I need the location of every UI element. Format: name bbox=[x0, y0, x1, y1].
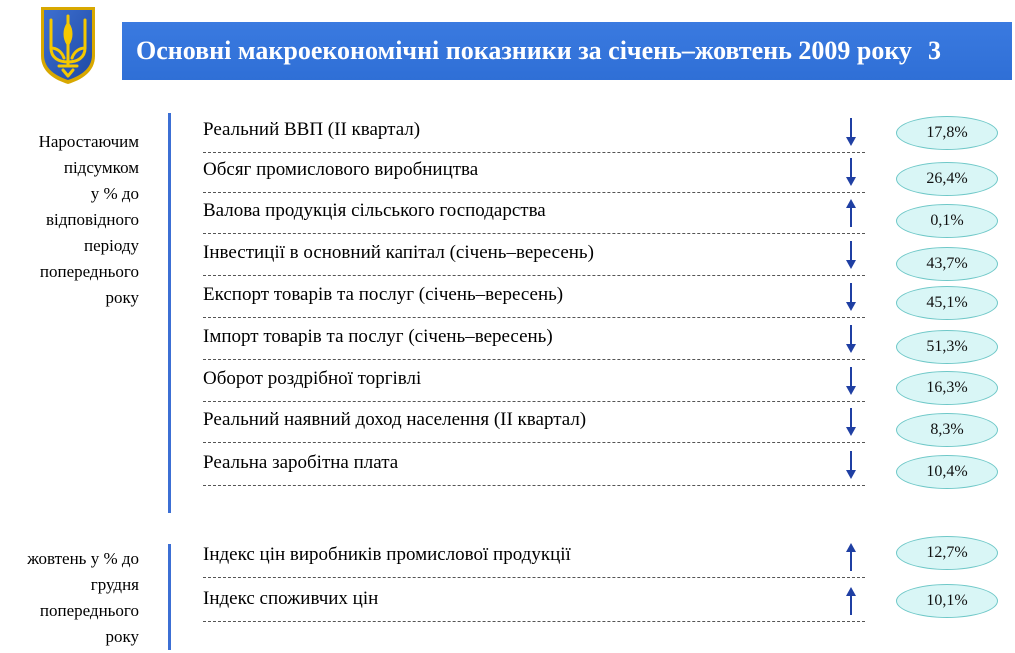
indicator-label: Обсяг промислового виробництва bbox=[203, 159, 479, 180]
indicator-row bbox=[203, 236, 865, 276]
title-banner bbox=[122, 22, 1012, 80]
value-badge: 16,3% bbox=[896, 371, 998, 405]
indicator-row bbox=[203, 153, 865, 193]
group-caption-october bbox=[27, 546, 139, 650]
indicator-label: Оборот роздрібної торгівлі bbox=[203, 368, 422, 389]
indicator-row bbox=[203, 538, 865, 578]
caption-line: попереднього bbox=[39, 262, 139, 281]
indicator-label: Інвестиції в основний капітал (січень–вересень) bbox=[203, 242, 594, 263]
value-badge: 8,3% bbox=[896, 413, 998, 447]
arrow-down-icon bbox=[844, 407, 858, 437]
indicator-label: Реальний наявний доход населення (ІІ квартал) bbox=[203, 409, 587, 430]
indicator-row bbox=[203, 194, 865, 234]
arrow-down-icon bbox=[844, 324, 858, 354]
indicator-row bbox=[203, 278, 865, 318]
indicator-row bbox=[203, 582, 865, 622]
group-caption-cumulative bbox=[39, 129, 139, 311]
arrow-down-icon bbox=[844, 117, 858, 147]
indicator-row bbox=[203, 113, 865, 153]
indicator-row bbox=[203, 320, 865, 360]
caption-line: періоду bbox=[83, 236, 139, 255]
value-badge: 10,1% bbox=[896, 584, 998, 618]
indicator-row bbox=[203, 362, 865, 402]
caption-line: жовтень у % до bbox=[27, 549, 139, 568]
value-badge: 51,3% bbox=[896, 330, 998, 364]
value-badge: 43,7% bbox=[896, 247, 998, 281]
caption-line: Наростаючим bbox=[38, 132, 139, 151]
arrow-down-icon bbox=[844, 157, 858, 187]
trident-coat-of-arms-icon bbox=[37, 4, 99, 86]
value-badge: 26,4% bbox=[896, 162, 998, 196]
arrow-down-icon bbox=[844, 240, 858, 270]
arrow-up-icon bbox=[844, 586, 858, 616]
arrow-up-icon bbox=[844, 542, 858, 572]
caption-line: попереднього bbox=[39, 601, 139, 620]
value-badge: 17,8% bbox=[896, 116, 998, 150]
group-divider-bar bbox=[168, 113, 171, 513]
value-badge: 45,1% bbox=[896, 286, 998, 320]
arrow-down-icon bbox=[844, 282, 858, 312]
arrow-down-icon bbox=[844, 450, 858, 480]
indicator-label: Валова продукція сільського господарства bbox=[203, 200, 546, 221]
caption-line: відповідного bbox=[45, 210, 139, 229]
value-badge: 12,7% bbox=[896, 536, 998, 570]
indicator-label: Індекс цін виробників промислової продукції bbox=[203, 544, 571, 565]
caption-line: року bbox=[105, 627, 139, 646]
page-title: Основні макроекономічні показники за січень–жовтень 2009 року bbox=[136, 36, 912, 65]
indicator-label: Імпорт товарів та послуг (січень–вересень) bbox=[203, 326, 553, 347]
caption-line: року bbox=[105, 288, 139, 307]
value-badge: 0,1% bbox=[896, 204, 998, 238]
group-divider-bar bbox=[168, 544, 171, 650]
indicator-row bbox=[203, 403, 865, 443]
slide-number: 3 bbox=[927, 36, 941, 65]
indicator-label: Експорт товарів та послуг (січень–вересень) bbox=[203, 284, 564, 305]
caption-line: підсумком bbox=[63, 158, 139, 177]
arrow-down-icon bbox=[844, 366, 858, 396]
value-badge: 10,4% bbox=[896, 455, 998, 489]
arrow-up-icon bbox=[844, 198, 858, 228]
caption-line: у % до bbox=[90, 184, 139, 203]
indicator-label: Індекс споживчих цін bbox=[203, 588, 379, 609]
indicator-row bbox=[203, 446, 865, 486]
caption-line: грудня bbox=[90, 575, 139, 594]
indicator-label: Реальна заробітна плата bbox=[203, 452, 399, 473]
indicator-label: Реальний ВВП (ІІ квартал) bbox=[203, 119, 421, 140]
